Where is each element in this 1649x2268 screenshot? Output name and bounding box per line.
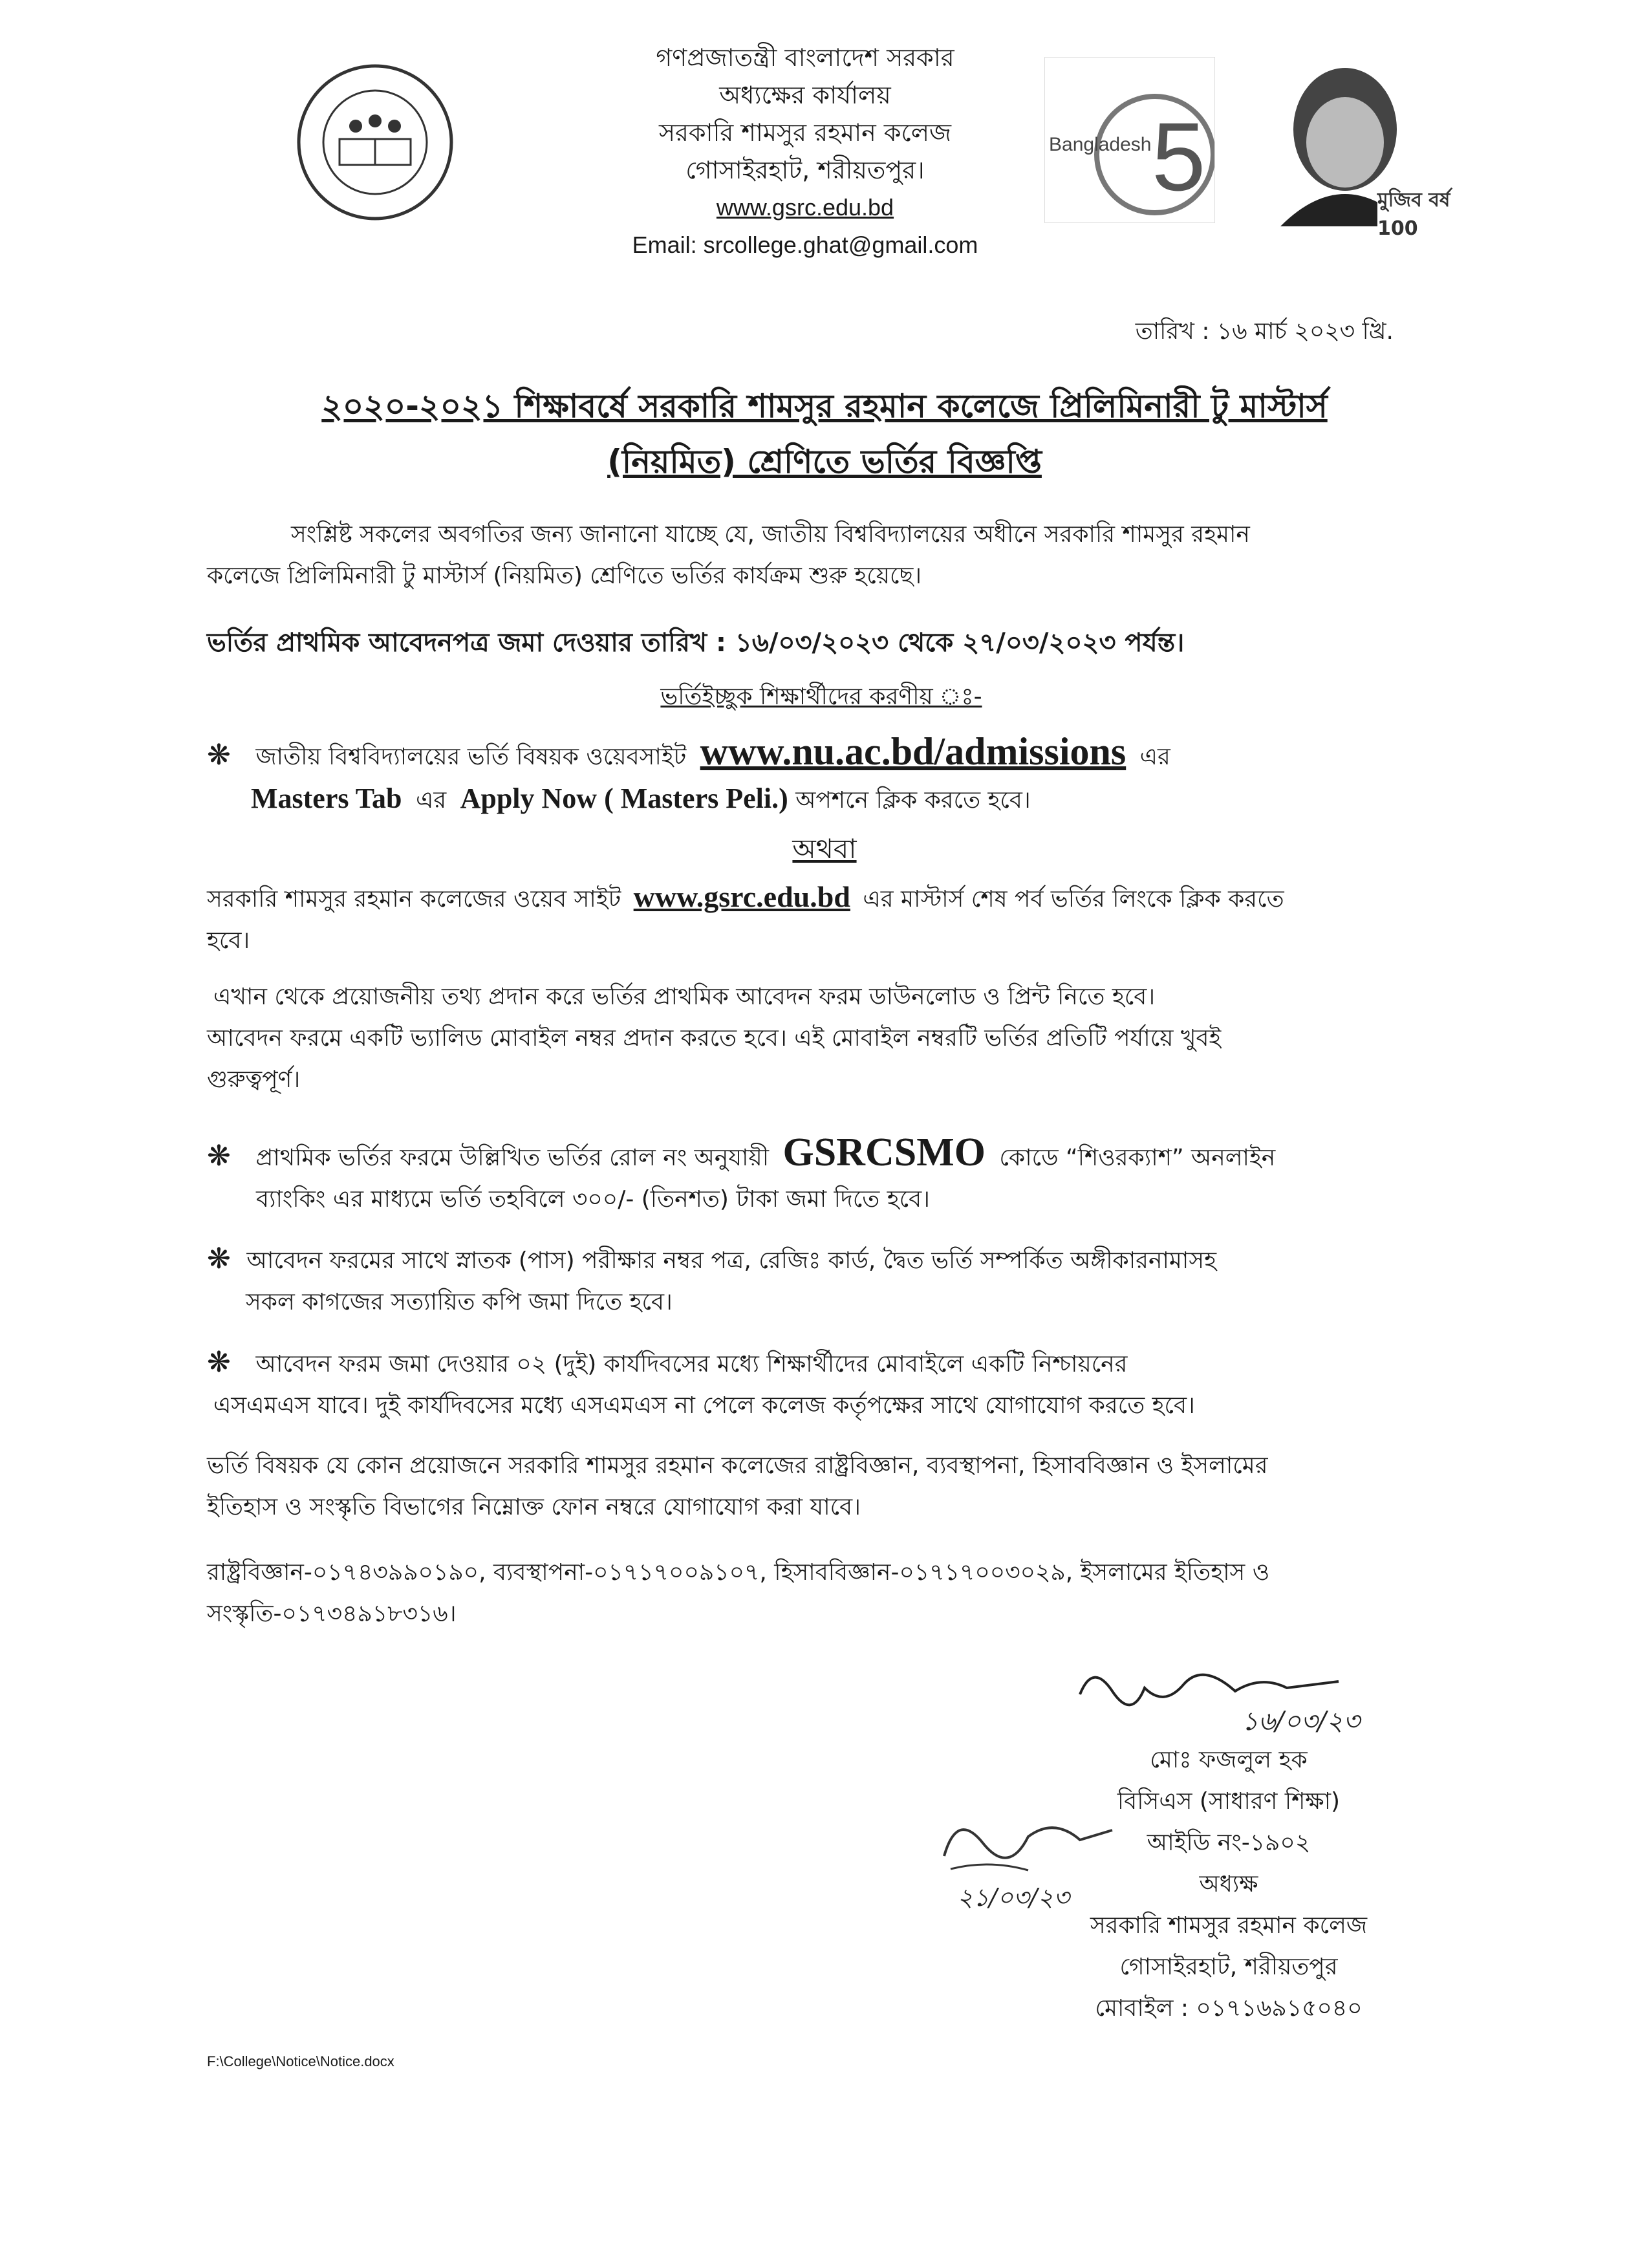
sms-line1: আবেদন ফরম জমা দেওয়ার ০২ (দুই) কার্যদিবসের মধ্যে শিক্ষার্থীদের মোবাইলে একটি নিশ্চায়নের xyxy=(255,1351,1128,1377)
bangladesh-50-logo xyxy=(1044,57,1215,223)
gsrc-website-link[interactable]: www.gsrc.edu.bd xyxy=(633,880,850,913)
file-path: F:\College\Notice\Notice.docx xyxy=(207,2053,394,2069)
intro-line1: সংশ্লিষ্ট সকলের অবগতির জন্য জানানো যাচ্ছে যে, জাতীয় বিশ্ববিদ্যালয়ের অধীনে সরকারি শামসুর রহমান xyxy=(291,521,1250,548)
gsrcsmo-code: GSRCSMO xyxy=(782,1130,986,1174)
office-name: অধ্যক্ষের কার্যালয় xyxy=(719,81,891,109)
contact-line1: ভর্তি বিষয়ক যে কোন প্রয়োজনে সরকারি শামসুর রহমান কলেজের রাষ্ট্রবিজ্ঞান, ব্যবস্থাপনা, হিসাববিজ্ঞান ও ইসলামের xyxy=(207,1453,1268,1479)
college-location: গোসাইরহাট, শরীয়তপুর। xyxy=(685,156,925,184)
payment-line2: ব্যাংকিং এর মাধ্যমে ভর্তি তহবিলে ৩০০/- (তিনশত) টাকা জমা দিতে হবে। xyxy=(256,1186,931,1213)
college-website-link[interactable]: www.gsrc.edu.bd xyxy=(716,194,894,221)
college-name: সরকারি শামসুর রহমান কলেজ xyxy=(658,118,952,147)
svg-text:5: 5 xyxy=(1152,102,1206,211)
application-deadline: ভর্তির প্রাথমিক আবেদনপত্র জমা দেওয়ার তারিখ : ১৬/০৩/২০২৩ থেকে ২৭/০৩/২০২৩ পর্যন্ত। xyxy=(207,628,1185,658)
info-paragraph xyxy=(207,977,1397,1101)
todo-heading: ভর্তিইচ্ছুক শিক্ষার্থীদের করণীয় ঃ- xyxy=(660,684,982,710)
signatory-mobile: মোবাইল : ০১৭১৬৯১৫০৪০ xyxy=(1095,1995,1363,2022)
signatory-cadre: বিসিএস (সাধারণ শিক্ষা) xyxy=(1117,1788,1341,1815)
alt-post: এর মাস্টার্স শেষ পর্ব ভর্তির লিংকে ক্লিক করতে xyxy=(863,886,1284,913)
documents-line2: সকল কাগজের সত্যায়িত কপি জমা দিতে হবে। xyxy=(246,1289,673,1315)
notice-title xyxy=(181,378,1468,490)
contact-line2: ইতিহাস ও সংস্কৃতি বিভাগের নিম্নোক্ত ফোন নম্বরে যোগাযোগ করা যাবে। xyxy=(207,1494,861,1520)
second-signature-date: ২১/০৩/২৩ xyxy=(957,1883,1070,1912)
phones-line2: সংস্কৃতি-০১৭৩৪৯১৮৩১৬। xyxy=(207,1601,457,1627)
signatory-id: আইডি নং-১৯০২ xyxy=(1147,1830,1311,1856)
documents-line1: আবেদন ফরমের সাথে স্নাতক (পাস) পরীক্ষার নম্বর পত্র, রেজিঃ কার্ড, দ্বৈত ভর্তি সম্পর্কিত অঙ্গীকারনামাসহ xyxy=(246,1247,1217,1274)
asterisk-bullet-icon: ❋ xyxy=(207,1242,231,1275)
intro-line2: কলেজে প্রিলিমিনারী টু মাস্টার্স (নিয়মিত) শ্রেণিতে ভর্তির কার্যক্রম শুরু হয়েছে। xyxy=(207,563,922,589)
sms-line2: এসএমএস যাবে। দুই কার্যদিবসের মধ্যে এসএমএস না পেলে কলেজ কর্তৃপক্ষের সাথে যোগাযোগ করতে হবে। xyxy=(213,1392,1195,1419)
phone-numbers xyxy=(207,1552,1397,1635)
documents-bullet xyxy=(207,1238,1423,1323)
payment-bullet xyxy=(207,1132,1423,1220)
info-line1: এখান থেকে প্রয়োজনীয় তথ্য প্রদান করে ভর্তির প্রাথমিক আবেদন ফরম ডাউনলোড ও প্রিন্ট নিতে হবে। xyxy=(213,984,1156,1010)
step1-line2-d: অপশনে ক্লিক করতে হবে। xyxy=(795,787,1031,814)
intro-paragraph xyxy=(207,514,1397,597)
mujib-100-text: মুজিব বর্ষ 100 xyxy=(1377,184,1455,240)
govt-name: গণপ্রজাতন্ত্রী বাংলাদেশ সরকার xyxy=(656,43,954,72)
info-line2: আবেদন ফরমে একটি ভ্যালিড মোবাইল নম্বর প্রদান করতে হবে। এই মোবাইল নম্বরটি ভর্তির প্রতিটি পর্যায়ে খুবই xyxy=(207,1025,1222,1052)
signatory-college: সরকারি শামসুর রহমান কলেজ xyxy=(1090,1912,1368,1939)
phones-line1: রাষ্ট্রবিজ্ঞান-০১৭৪৩৯৯০১৯০, ব্যবস্থাপনা-০১৭১৭০০৯১০৭, হিসাববিজ্ঞান-০১৭১৭০০৩০২৯, ইসলামের ইতিহাস ও xyxy=(207,1559,1270,1586)
signatory-name: মোঃ ফজলুল হক xyxy=(1150,1747,1308,1773)
sms-bullet xyxy=(207,1342,1423,1427)
nu-admissions-link[interactable]: www.nu.ac.bd/admissions xyxy=(700,730,1126,773)
info-line3: গুরুত্বপূর্ণ। xyxy=(207,1066,301,1093)
signatory-designation: অধ্যক্ষ xyxy=(1199,1871,1258,1897)
asterisk-bullet-icon: ❋ xyxy=(207,1139,231,1172)
or-divider: অথবা xyxy=(792,833,857,865)
notice-date: তারিখ : ১৬ মার্চ ২০২৩ খ্রি. xyxy=(1135,318,1394,345)
payment-post: কোডে “শিওরক্যাশ” অনলাইন xyxy=(999,1145,1276,1171)
step1-text: জাতীয় বিশ্ববিদ্যালয়ের ভর্তি বিষয়ক ওয়েবসাইট xyxy=(255,744,687,770)
bangladesh-text: Bangladesh xyxy=(1049,134,1152,155)
asterisk-bullet-icon: ❋ xyxy=(207,739,231,772)
apply-now-text: Apply Now ( Masters Peli.) xyxy=(460,783,788,814)
college-logo xyxy=(294,61,456,223)
step-nu-website xyxy=(207,731,1423,821)
alt-text: সরকারি শামসুর রহমান কলেজের ওয়েব সাইট xyxy=(207,886,621,913)
notice-title-line1: ২০২০-২০২১ শিক্ষাবর্ষে সরকারি শামসুর রহমান কলেজে প্রিলিমিনারী টু মাস্টার্স xyxy=(321,387,1328,425)
alt-college-website xyxy=(207,876,1397,962)
mujib-borsho-logo xyxy=(1267,52,1455,240)
step1-line2-b: এর xyxy=(415,787,447,814)
second-signature xyxy=(931,1798,1125,1888)
step1-post: এর xyxy=(1139,744,1170,770)
signatory-location: গোসাইরহাট, শরীয়তপুর xyxy=(1119,1954,1338,1980)
signature-date: ১৬/০৩/২৩ xyxy=(1242,1707,1360,1736)
letterhead xyxy=(563,39,1048,264)
masters-tab-text: Masters Tab xyxy=(251,783,402,814)
asterisk-bullet-icon: ❋ xyxy=(207,1346,231,1379)
contact-paragraph xyxy=(207,1445,1397,1528)
notice-title-line2: (নিয়মিত) শ্রেণিতে ভর্তির বিজ্ঞপ্তি xyxy=(607,443,1042,481)
alt-line2: হবে। xyxy=(207,927,250,954)
college-email: Email: srcollege.ghat@gmail.com xyxy=(632,232,978,258)
payment-text: প্রাথমিক ভর্তির ফরমে উল্লিখিত ভর্তির রোল নং অনুযায়ী xyxy=(255,1145,770,1171)
